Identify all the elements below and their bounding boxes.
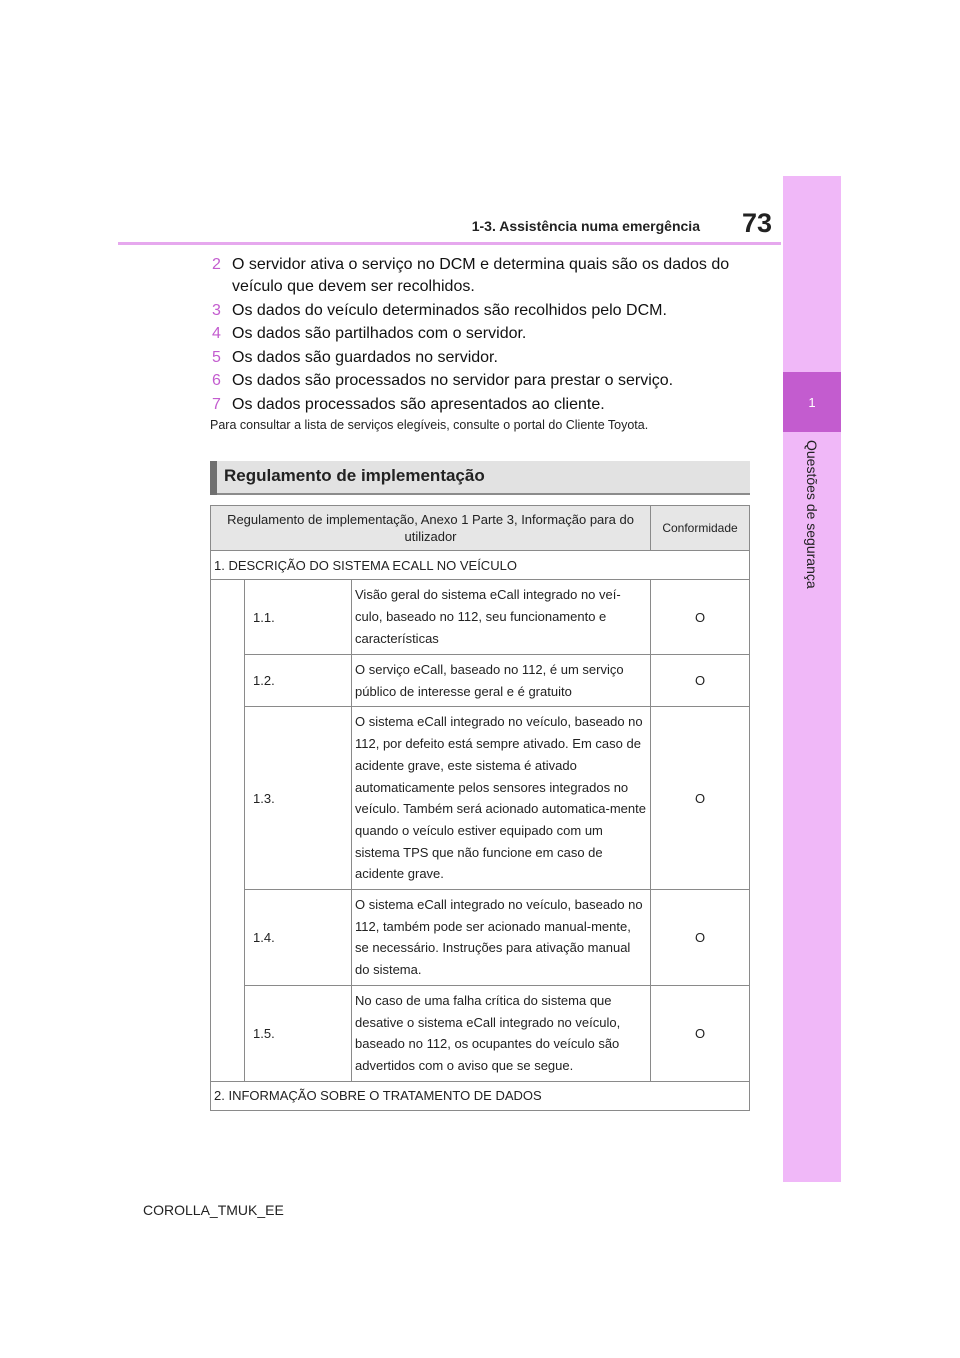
- item-compliance: O: [651, 985, 750, 1081]
- heading-accent-bar: [210, 461, 217, 495]
- indent-cell: [211, 580, 245, 1082]
- item-number: 1.5.: [245, 985, 352, 1081]
- regulation-table: [210, 505, 750, 1111]
- regulation-heading: [210, 461, 750, 495]
- item-description: O serviço eCall, baseado no 112, é um serviço público de interesse geral e é gratuito: [352, 655, 651, 707]
- item-description: O sistema eCall integrado no veículo, baseado no 112, por defeito está sempre ativado. Em caso de acidente grave, este sistema é ativado automaticamente pelos sensores integrados no veículo. Também será acionado automatica-mente quando o veículo estiver equipado com um sistema TPS que não funcione em caso de acidente grave.: [352, 707, 651, 890]
- step-text: Os dados processados são apresentados ao cliente.: [232, 395, 605, 413]
- item-description: Visão geral do sistema eCall integrado no veí-culo, baseado no 112, seu funcionamento e características: [352, 580, 651, 655]
- step-item: [212, 370, 752, 392]
- page-number: 73: [741, 208, 772, 238]
- item-description: O sistema eCall integrado no veículo, baseado no 112, também pode ser acionado manual-mente, se necessário. Instruções para ativação manual do sistema.: [352, 890, 651, 986]
- table-row: [211, 580, 750, 655]
- item-number: 1.3.: [245, 707, 352, 890]
- table-header-row: [211, 506, 750, 551]
- item-compliance: O: [651, 890, 750, 986]
- step-number: 3: [212, 301, 221, 319]
- item-compliance: O: [651, 580, 750, 655]
- item-description: No caso de uma falha crítica do sistema que desative o sistema eCall integrado no veículo, baseado no 112, os ocupantes do veículo são advertidos com o aviso que se segue.: [352, 985, 651, 1081]
- table-row: [211, 890, 750, 986]
- chapter-number: 1: [808, 394, 816, 410]
- table-section-row: [211, 551, 750, 580]
- step-number: 5: [212, 348, 221, 366]
- table-row: [211, 707, 750, 890]
- header-divider: [118, 242, 781, 245]
- steps-list: [212, 254, 752, 417]
- step-number: 2: [212, 256, 221, 273]
- item-compliance: O: [651, 655, 750, 707]
- section-title: 1-3. Assistência numa emergência: [471, 218, 700, 234]
- service-note: Para consultar a lista de serviços elegíveis, consulte o portal do Cliente Toyota.: [210, 418, 649, 432]
- document-footer: COROLLA_TMUK_EE: [143, 1202, 284, 1218]
- section-1-title: 1. DESCRIÇÃO DO SISTEMA ECALL NO VEÍCULO: [211, 551, 750, 580]
- chapter-label: Questões de segurança: [804, 440, 820, 589]
- heading-text: Regulamento de implementação: [224, 466, 485, 485]
- table-header-description: Regulamento de implementação, Anexo 1 Parte 3, Informação para do utilizador: [211, 506, 651, 551]
- step-item: [212, 254, 752, 298]
- step-number: 7: [212, 395, 221, 413]
- step-text: Os dados são processados no servidor para prestar o serviço.: [232, 372, 674, 389]
- table-row: [211, 655, 750, 707]
- step-text: O servidor ativa o serviço no DCM e determina quais são os dados do veículo que devem ser recolhidos.: [232, 256, 730, 295]
- chapter-number-tab[interactable]: [783, 372, 841, 432]
- table-section-row: [211, 1081, 750, 1110]
- step-number: 4: [212, 325, 221, 342]
- item-number: 1.2.: [245, 655, 352, 707]
- step-text: Os dados do veículo determinados são recolhidos pelo DCM.: [232, 301, 667, 319]
- step-number: 6: [212, 372, 221, 389]
- step-item: [212, 347, 752, 369]
- step-text: Os dados são guardados no servidor.: [232, 348, 498, 366]
- item-compliance: O: [651, 707, 750, 890]
- table-row: [211, 985, 750, 1081]
- table-header-compliance: Conformidade: [651, 506, 750, 551]
- step-item: [212, 300, 752, 322]
- step-item: [212, 394, 752, 416]
- item-number: 1.1.: [245, 580, 352, 655]
- step-item: [212, 323, 752, 345]
- step-text: Os dados são partilhados com o servidor.: [232, 325, 527, 342]
- chapter-side-tab: [783, 176, 841, 1182]
- item-number: 1.4.: [245, 890, 352, 986]
- section-2-title: 2. INFORMAÇÃO SOBRE O TRATAMENTO DE DADOS: [211, 1081, 750, 1110]
